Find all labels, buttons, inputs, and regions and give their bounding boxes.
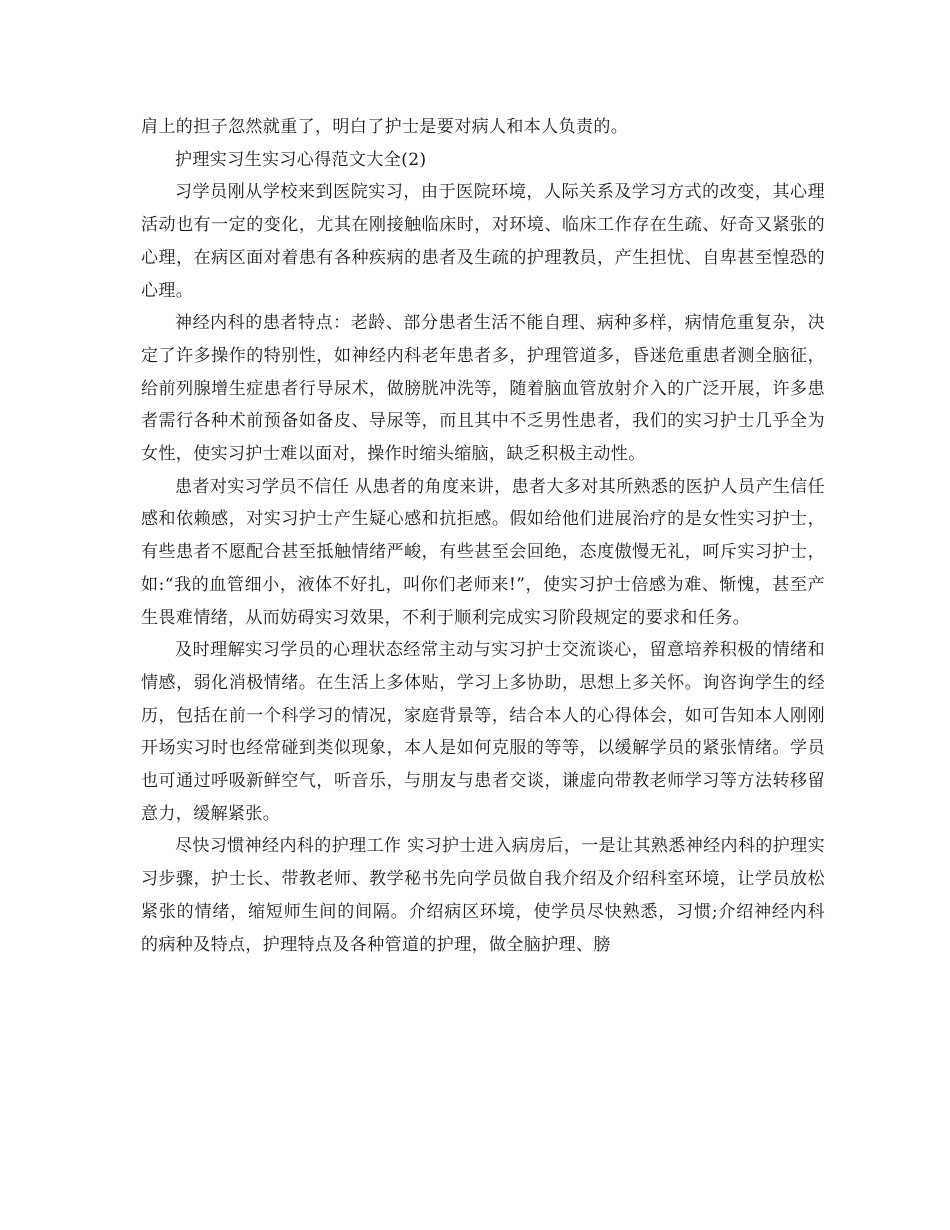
paragraph-3: 神经内科的患者特点：老龄、部分患者生活不能自理、病种多样，病情危重复杂，决定了许多操作的特别性，如神经内科老年患者多，护理管道多，昏迷危重患者测全脑征，给前列腺增生症患者行导尿术，做膀胱冲洗等，随着脑血管放射介入的广泛开展，许多患者需行各种术前预备如备皮、导尿等，而且其中不乏男性患者，我们的实习护士几乎全为女性，使实习护士难以面对，操作时缩头缩脑，缺乏积极主动性。 [141, 313, 825, 465]
document-page [141, 111, 825, 961]
paragraph-2: 习学员刚从学校来到医院实习，由于医院环境，人际关系及学习方式的改变，其心理活动也有一定的变化，尤其在刚接触临床时，对环境、临床工作存在生疏、好奇又紧张的心理，在病区面对着患有各种疾病的患者及生疏的护理教员，产生担忧、自卑甚至惶恐的心理。 [141, 182, 825, 301]
paragraph-5: 及时理解实习学员的心理状态经常主动与实习护士交流谈心，留意培养积极的情绪和情感，弱化消极情绪。在生活上多体贴，学习上多协助，思想上多关怀。询咨询学生的经历，包括在前一个科学习的情况，家庭背景等，结合本人的心得体会，如可告知本人刚刚开场实习时也经常碰到类似现象，本人是如何克服的等等，以缓解学员的紧张情绪。学员也可通过呼吸新鲜空气，听音乐，与朋友与患者交谈，谦虚向带教老师学习等方法转移留意力，缓解紧张。 [141, 640, 825, 824]
paragraph-1: 肩上的担子忽然就重了，明白了护士是要对病人和本人负责的。 [141, 117, 629, 137]
paragraph-6: 尽快习惯神经内科的护理工作 实习护士进入病房后，一是让其熟悉神经内科的护理实习步骤，护士长、带教老师、教学秘书先向学员做自我介绍及介绍科室环境，让学员放松紧张的情绪，缩短师生间的间隔。介绍病区环境，使学员尽快熟悉，习惯;介绍神经内科的病种及特点，护理特点及各种管道的护理，做全脑护理、膀 [141, 836, 825, 955]
paragraph-4: 患者对实习学员不信任 从患者的角度来讲，患者大多对其所熟悉的医护人员产生信任感和依赖感，对实习护士产生疑心感和抗拒感。假如给他们进展治疗的是女性实习护士，有些患者不愿配合甚至抵触情绪严峻，有些甚至会回绝，态度傲慢无礼，呵斥实习护士，如:“我的血管细小，液体不好扎，叫你们老师来!”，使实习护士倍感为难、惭愧，甚至产生畏难情绪，从而妨碍实习效果，不利于顺利完成实习阶段规定的要求和任务。 [141, 476, 825, 628]
section-heading: 护理实习生实习心得范文大全(2) [175, 149, 427, 170]
